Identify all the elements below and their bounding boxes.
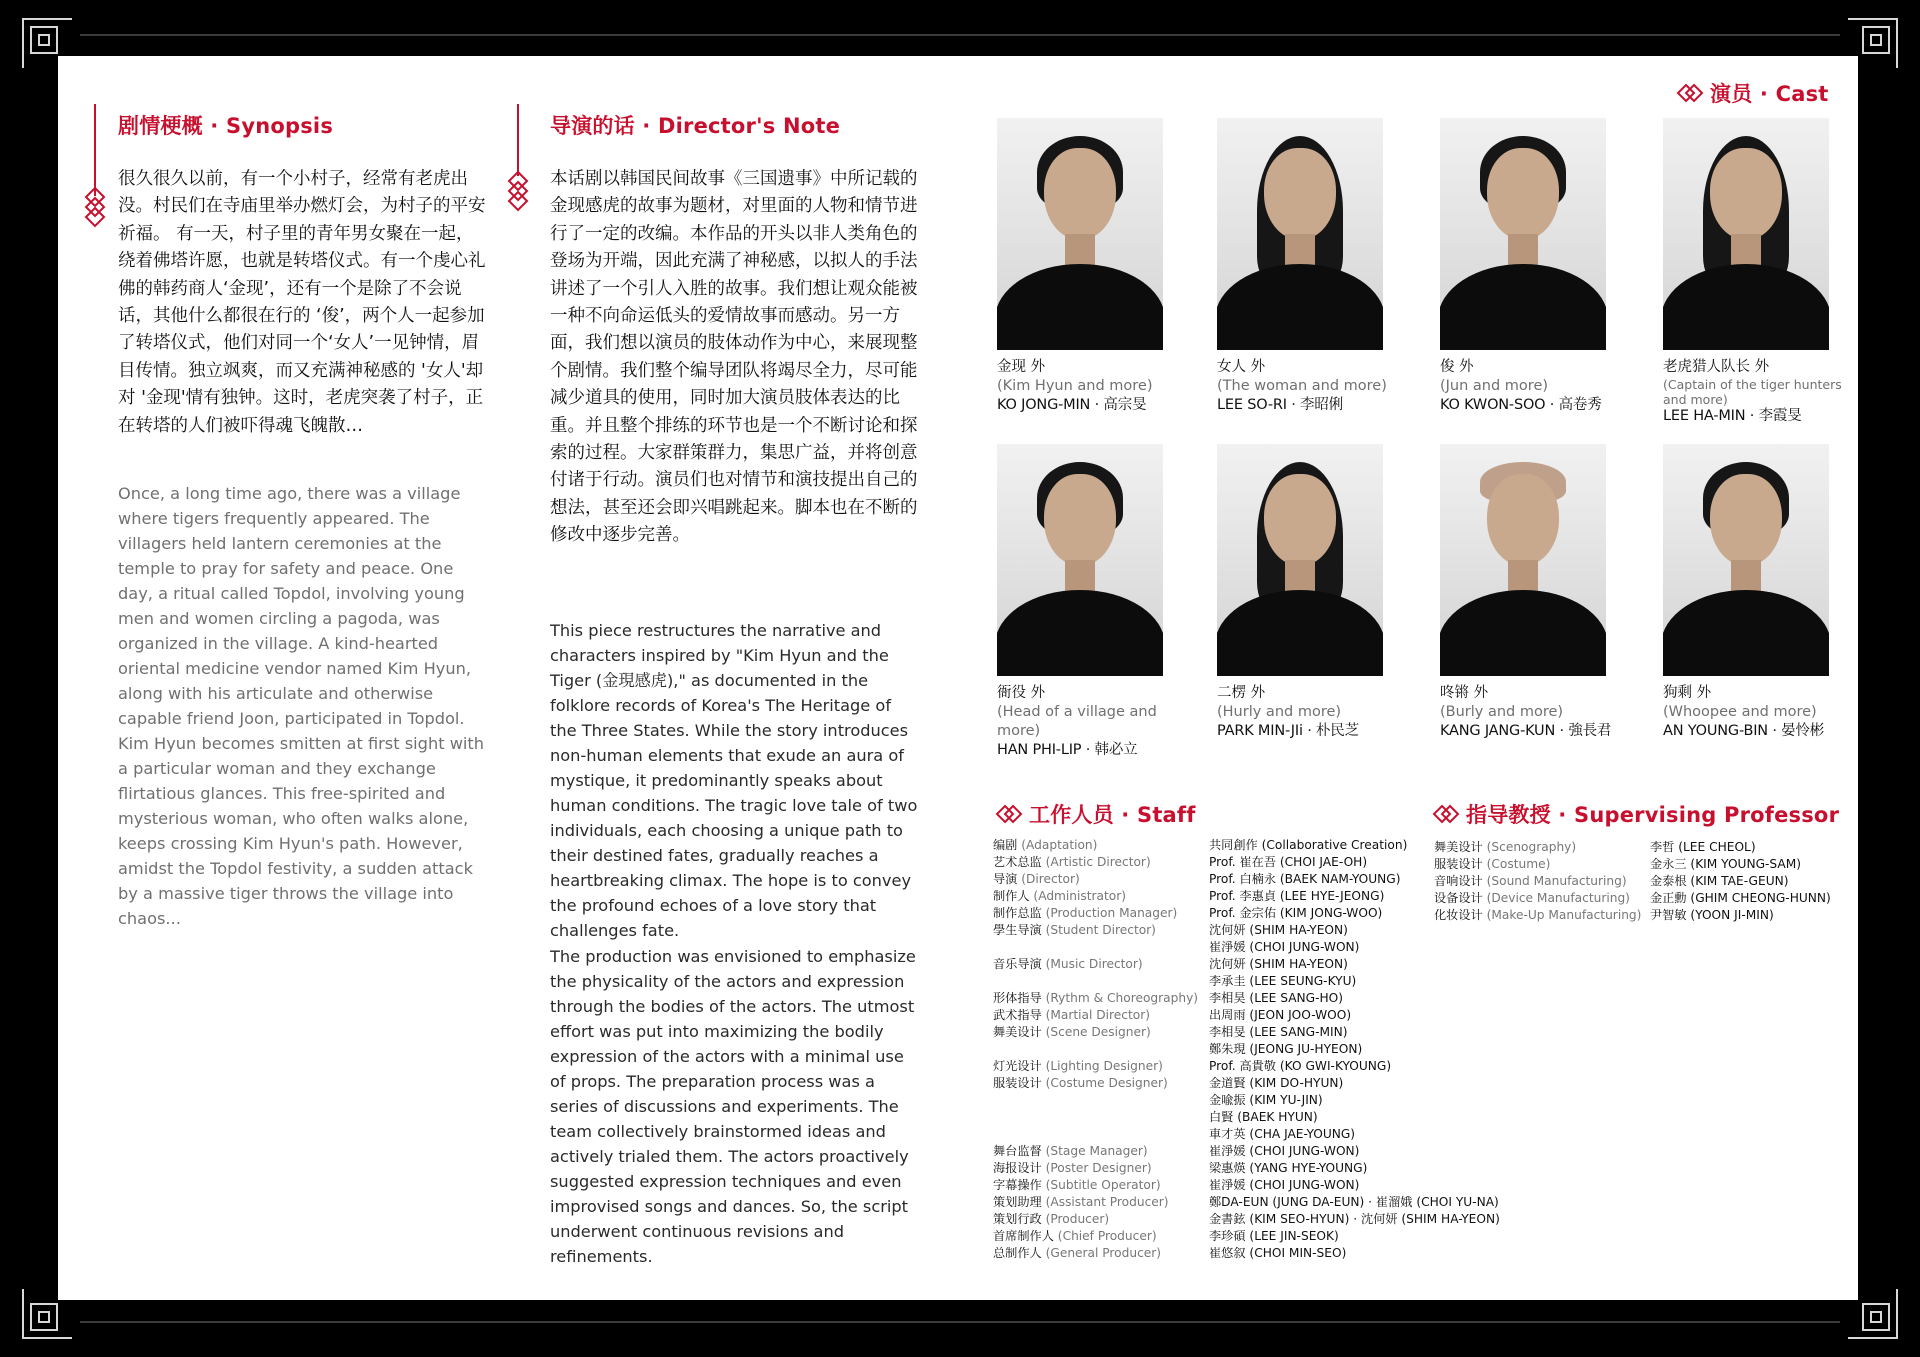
cast-role-english: (Hurly and more) [1217,704,1342,720]
staff-role-chinese: 形体指导 [993,991,1042,1005]
staff-role-chinese: 编剧 [993,838,1018,852]
cast-name: AN YOUNG-BIN · 晏怜彬 [1663,723,1825,739]
cast-caption [1440,358,1602,415]
staff-name: 車才英 (CHA JAE-YOUNG) [1209,1127,1356,1141]
staff-row [993,1126,1500,1143]
staff-role [993,1041,1209,1058]
professor-role-chinese: 服装设计 [1434,857,1483,871]
staff-role-english: (Music Director) [1041,957,1143,971]
accent-line [517,104,519,176]
staff-name: Prof. 崔在吾 (CHOI JAE-OH) [1209,855,1368,869]
staff-row [993,1109,1500,1126]
synopsis-chinese-text: 很久很久以前，有一个小村子，经常有老虎出没。村民们在寺庙里举办燃灯会，为村子的平安祈福。 有一天，村子里的青年男女聚在一起，绕着佛塔许愿，也就是转塔仪式。有一个虔心礼佛的韩药商人‘金现’，还有一个是除了不会说话，其他什么都很在行的 ‘俊’，两个人一起参加了转塔仪式，他们对同一个‘女人’一见钟情，眉目传情。独立飒爽，而又充满神秘感的 '女人'却对 '金现'情有独钟。这时，老虎突袭了村子，正在转塔的人们被吓得魂飞魄散… [118,169,486,436]
staff-role-english: (Artistic Director) [1041,855,1151,869]
staff-role-english: (Poster Designer) [1041,1161,1152,1175]
synopsis-title: 剧情梗概 · Synopsis [118,114,334,138]
staff-row [993,888,1500,905]
staff-role [993,922,1209,939]
staff-name: Prof. 高貴敬 (KO GWI-KYOUNG) [1209,1059,1392,1073]
director-note-english-text-1: This piece restructures the narrative and characters inspired by "Kim Hyun and the Tiger (金現感虎)," as documented in the folklore records of Korea's The Heritage of the Three States. While the story introduces non-human elements that exude an aura of mystique, it predominantly speaks about human conditions. The tragic love tale of two individuals, each choosing a unique path to their destined fates, gradually reaches a heartbreaking climax. The hope is to convey the profound echoes of a love story that challenges fate. [550,621,918,940]
staff-role [993,905,1209,922]
professor-role-chinese: 设备设计 [1434,891,1483,905]
staff-role-english: (Subtitle Operator) [1041,1178,1161,1192]
cast-name: LEE SO-RI · 李昭俐 [1217,397,1343,413]
diamond-ornament-icon [1676,83,1704,103]
staff-row [993,939,1500,956]
staff-heading [995,799,1196,829]
professor-row [1434,873,1831,890]
staff-role [993,1126,1209,1143]
professor-row [1434,839,1831,856]
staff-row [993,1024,1500,1041]
staff-role [993,990,1209,1007]
cast-role: 狗剩 外 [1663,685,1712,701]
cast-name: KANG JANG-KUN · 強長君 [1440,723,1612,739]
accent-line [94,104,96,196]
staff-role-chinese: 音乐导演 [993,957,1042,971]
professor-role [1434,907,1650,924]
staff-role [993,1177,1209,1194]
professor-row [1434,907,1831,924]
staff-role-chinese: 策划助理 [993,1195,1042,1209]
staff-role-english: (Costume Designer) [1041,1076,1168,1090]
staff-role-chinese: 學生导演 [993,923,1042,937]
professor-name: 李哲 (LEE CHEOL) [1650,840,1756,854]
cast-photo [997,444,1163,676]
corner-ornament [22,18,72,68]
staff-role [993,1024,1209,1041]
cast-heading [1676,78,1829,108]
staff-row [993,1245,1500,1262]
professor-name: 金永三 (KIM YOUNG-SAM) [1650,857,1801,871]
staff-row [993,1211,1500,1228]
staff-role-chinese: 灯光设计 [993,1059,1042,1073]
staff-name: 崔淨媛 (CHOI JUNG-WON) [1209,940,1360,954]
staff-name: Prof. 李惠貞 (LEE HYE-JEONG) [1209,889,1385,903]
professor-name: 尹智敏 (YOON JI-MIN) [1650,908,1774,922]
cast-name: PARK MIN-JIi · 朴民芝 [1217,723,1359,739]
staff-name: 沈何妍 (SHIM HA-YEON) [1209,923,1348,937]
staff-role-english: (Student Director) [1041,923,1156,937]
professor-role [1434,890,1650,907]
cast-role-english: (Jun and more) [1440,378,1549,394]
staff-row [993,1194,1500,1211]
frame-line [80,34,1840,36]
staff-row [993,990,1500,1007]
staff-row [993,905,1500,922]
staff-role [993,888,1209,905]
cast-caption [1217,358,1387,415]
staff-role [993,939,1209,956]
staff-role-english: (Producer) [1041,1212,1110,1226]
cast-name: LEE HA-MIN · 李霞旻 [1663,408,1802,424]
staff-role-english: (General Producer) [1041,1246,1162,1260]
staff-role [993,1058,1209,1075]
corner-ornament [1848,18,1898,68]
staff-name: 李相旻 (LEE SANG-MIN) [1209,1025,1348,1039]
staff-row [993,837,1500,854]
cast-photo [1440,444,1606,676]
professor-role [1434,839,1650,856]
synopsis-english-text: Once, a long time ago, there was a village where tigers frequently appeared. The villagers held lantern ceremonies at the temple to pray for safety and peace. One day, a ritual called Topdol, involving young men and women circling a pagoda, was organized in the village. A kind-hearted oriental medicine vendor named Kim Hyun, along with his articulate and otherwise capable friend Joon, participated in Topdol. Kim Hyun becomes smitten at first sight with a particular woman and they exchange flirtatious glances. This free-spirited and mysterious woman, who often walks alone, keeps crossing Kim Hyun's path. However, amidst the Topdol festivity, a sudden attack by a massive tiger throws the village into chaos... [118,484,485,928]
staff-role-english: (Director) [1017,872,1080,886]
cast-role: 二楞 外 [1217,685,1266,701]
staff-role-chinese: 策划行政 [993,1212,1042,1226]
staff-row [993,1143,1500,1160]
cast-photo [997,118,1163,350]
staff-role-chinese: 海报设计 [993,1161,1042,1175]
staff-role-english: (Rythm & Choreography) [1041,991,1199,1005]
cast-photo [1663,444,1829,676]
professor-role-english: (Make-Up Manufacturing) [1482,908,1642,922]
corner-ornament [1848,1289,1898,1339]
staff-row [993,1228,1500,1245]
staff-role [993,1160,1209,1177]
cast-photo [1663,118,1829,350]
cast-photo [1440,118,1606,350]
staff-role [993,1143,1209,1160]
cast-caption [1217,684,1359,741]
cast-name: KO KWON-SOO · 高卷秀 [1440,397,1602,413]
staff-role-chinese: 服装设计 [993,1076,1042,1090]
staff-name: 共同創作 (Collaborative Creation) [1209,838,1408,852]
staff-row [993,1092,1500,1109]
staff-role-chinese: 制作人 [993,889,1030,903]
staff-role [993,1109,1209,1126]
professor-role-english: (Scenography) [1482,840,1577,854]
professor-list [1434,839,1831,924]
staff-role [993,1194,1209,1211]
professor-title: 指导教授 · Supervising Professor [1466,803,1840,827]
cast-photo [1217,118,1383,350]
cast-role-english: (Burly and more) [1440,704,1564,720]
cast-role: 衙役 外 [997,685,1046,701]
staff-row [993,854,1500,871]
staff-role [993,837,1209,854]
staff-role-english: (Administrator) [1029,889,1127,903]
professor-role-english: (Costume) [1482,857,1551,871]
staff-role-chinese: 艺术总监 [993,855,1042,869]
staff-role-chinese: 总制作人 [993,1246,1042,1260]
professor-role [1434,856,1650,873]
cast-role: 女人 外 [1217,359,1266,375]
staff-list [993,837,1500,1262]
staff-role-english: (Adaptation) [1017,838,1098,852]
staff-name: 李珍碩 (LEE JIN-SEOK) [1209,1229,1339,1243]
staff-name: 白賢 (BAEK HYUN) [1209,1110,1318,1124]
professor-role-english: (Device Manufacturing) [1482,891,1630,905]
frame-line [80,1321,1840,1323]
staff-row [993,973,1500,990]
staff-role [993,1245,1209,1262]
knot-ornament-icon [507,170,529,212]
staff-name: 崔淨媛 (CHOI JUNG-WON) [1209,1178,1360,1192]
professor-role-chinese: 音响设计 [1434,874,1483,888]
staff-role-english: (Martial Director) [1041,1008,1150,1022]
staff-role [993,1007,1209,1024]
cast-photo [1217,444,1383,676]
staff-role-english: (Lighting Designer) [1041,1059,1163,1073]
professor-role-chinese: 舞美设计 [1434,840,1483,854]
professor-row [1434,856,1831,873]
staff-role [993,871,1209,888]
staff-name: 李承圭 (LEE SEUNG-KYU) [1209,974,1357,988]
staff-name: 鄭DA-EUN (JUNG DA-EUN) · 崔溜娥 (CHOI YU-NA) [1209,1195,1499,1209]
staff-role-english: (Assistant Producer) [1041,1195,1169,1209]
staff-name: Prof. 白楠永 (BAEK NAM-YOUNG) [1209,872,1401,886]
professor-role [1434,873,1650,890]
cast-role: 金现 外 [997,359,1046,375]
staff-title: 工作人员 · Staff [1029,803,1196,827]
staff-name: 崔淨媛 (CHOI JUNG-WON) [1209,1144,1360,1158]
cast-name: KO JONG-MIN · 高宗旻 [997,397,1147,413]
staff-name: 金喩振 (KIM YU-JIN) [1209,1093,1323,1107]
staff-role [993,854,1209,871]
staff-name: 金書鉉 (KIM SEO-HYUN) · 沈何妍 (SHIM HA-YEON) [1209,1212,1500,1226]
staff-row [993,1058,1500,1075]
staff-name: 鄭朱現 (JEONG JU-HYEON) [1209,1042,1363,1056]
cast-caption [1663,358,1853,426]
director-note-english-text-2: The production was envisioned to emphasize the physicality of the actors and expression through the bodies of the actors. The utmost effort was put into maximizing the bodily expression of the actors with a minimal use of props. The preparation process was a series of discussions and experiments. The team collectively brainstormed ideas and actively trialed them. The actors proactively suggested expression techniques and even improvised songs and dances. So, the script underwent continuous revisions and refinements. [550,947,916,1266]
professor-name: 金正勳 (GHIM CHEONG-HUNN) [1650,891,1831,905]
staff-role-english: (Scene Designer) [1041,1025,1151,1039]
staff-row [993,922,1500,939]
staff-row [993,871,1500,888]
diamond-ornament-icon [995,804,1023,824]
cast-role-english: (The woman and more) [1217,378,1387,394]
staff-row [993,1075,1500,1092]
professor-heading [1432,799,1839,829]
cast-role: 俊 外 [1440,359,1474,375]
director-note-title: 导演的话 · Director's Note [550,114,841,138]
staff-role-chinese: 导演 [993,872,1018,886]
professor-name: 金泰根 (KIM TAE-GEUN) [1650,874,1789,888]
cast-caption [1663,684,1824,741]
cast-role-english: (Head of a village and more) [997,704,1157,739]
staff-role-english: (Chief Producer) [1053,1229,1157,1243]
cast-role-english: (Captain of the tiger hunters and more) [1663,377,1842,407]
staff-role-chinese: 首席制作人 [993,1229,1054,1243]
cast-caption [997,358,1153,415]
staff-name: 崔悠叙 (CHOI MIN-SEO) [1209,1246,1347,1260]
cast-caption [997,684,1157,760]
staff-name: 沈何妍 (SHIM HA-YEON) [1209,957,1348,971]
staff-name: 金道賢 (KIM DO-HYUN) [1209,1076,1344,1090]
staff-row [993,1177,1500,1194]
staff-role [993,1228,1209,1245]
cast-role-english: (Whoopee and more) [1663,704,1817,720]
staff-name: 梁惠煐 (YANG HYE-YOUNG) [1209,1161,1368,1175]
cast-title: 演员 · Cast [1710,82,1829,106]
cast-role: 老虎猎人队长 外 [1663,359,1770,375]
professor-role-chinese: 化妆设计 [1434,908,1483,922]
staff-role-chinese: 武术指导 [993,1008,1042,1022]
staff-role [993,1092,1209,1109]
staff-role-english: (Production Manager) [1041,906,1178,920]
staff-role-english: (Stage Manager) [1041,1144,1148,1158]
staff-role-chinese: 制作总监 [993,906,1042,920]
professor-row [1434,890,1831,907]
staff-row [993,956,1500,973]
staff-role [993,1211,1209,1228]
staff-role [993,1075,1209,1092]
staff-row [993,1007,1500,1024]
staff-role [993,956,1209,973]
staff-role [993,973,1209,990]
cast-role-english: (Kim Hyun and more) [997,378,1153,394]
cast-name: HAN PHI-LIP · 韩必立 [997,742,1138,758]
professor-role-english: (Sound Manufacturing) [1482,874,1627,888]
staff-role-chinese: 字幕操作 [993,1178,1042,1192]
knot-ornament-icon [84,186,106,228]
staff-role-chinese: 舞台监督 [993,1144,1042,1158]
staff-role-chinese: 舞美设计 [993,1025,1042,1039]
staff-name: 李相昊 (LEE SANG-HO) [1209,991,1344,1005]
staff-name: 出周雨 (JEON JOO-WOO) [1209,1008,1352,1022]
staff-row [993,1041,1500,1058]
staff-name: Prof. 金宗佑 (KIM JONG-WOO) [1209,906,1383,920]
diamond-ornament-icon [1432,804,1460,824]
director-note-chinese-text: 本话剧以韩国民间故事《三国遗事》中所记载的金现感虎的故事为题材，对里面的人物和情节进行了一定的改编。本作品的开头以非人类角色的登场为开端，因此充满了神秘感，以拟人的手法讲述了一个引人入胜的故事。我们想让观众能被一种不向命运低头的爱情故事而感动。另一方面，我们想以演员的肢体动作为中心，来展现整个剧情。我们整个编导团队将竭尽全力，尽可能减少道具的使用，同时加大演员肢体表达的比重。并且整个排练的环节也是一个不断讨论和探索的过程。大家群策群力，集思广益，并将创意付诸于行动。演员们也对情节和演技提出自己的想法，甚至还会即兴唱跳起来。脚本也在不断的修改中逐步完善。 [550,169,918,546]
staff-row [993,1160,1500,1177]
cast-role: 咚锵 外 [1440,685,1489,701]
corner-ornament [22,1289,72,1339]
cast-caption [1440,684,1611,741]
